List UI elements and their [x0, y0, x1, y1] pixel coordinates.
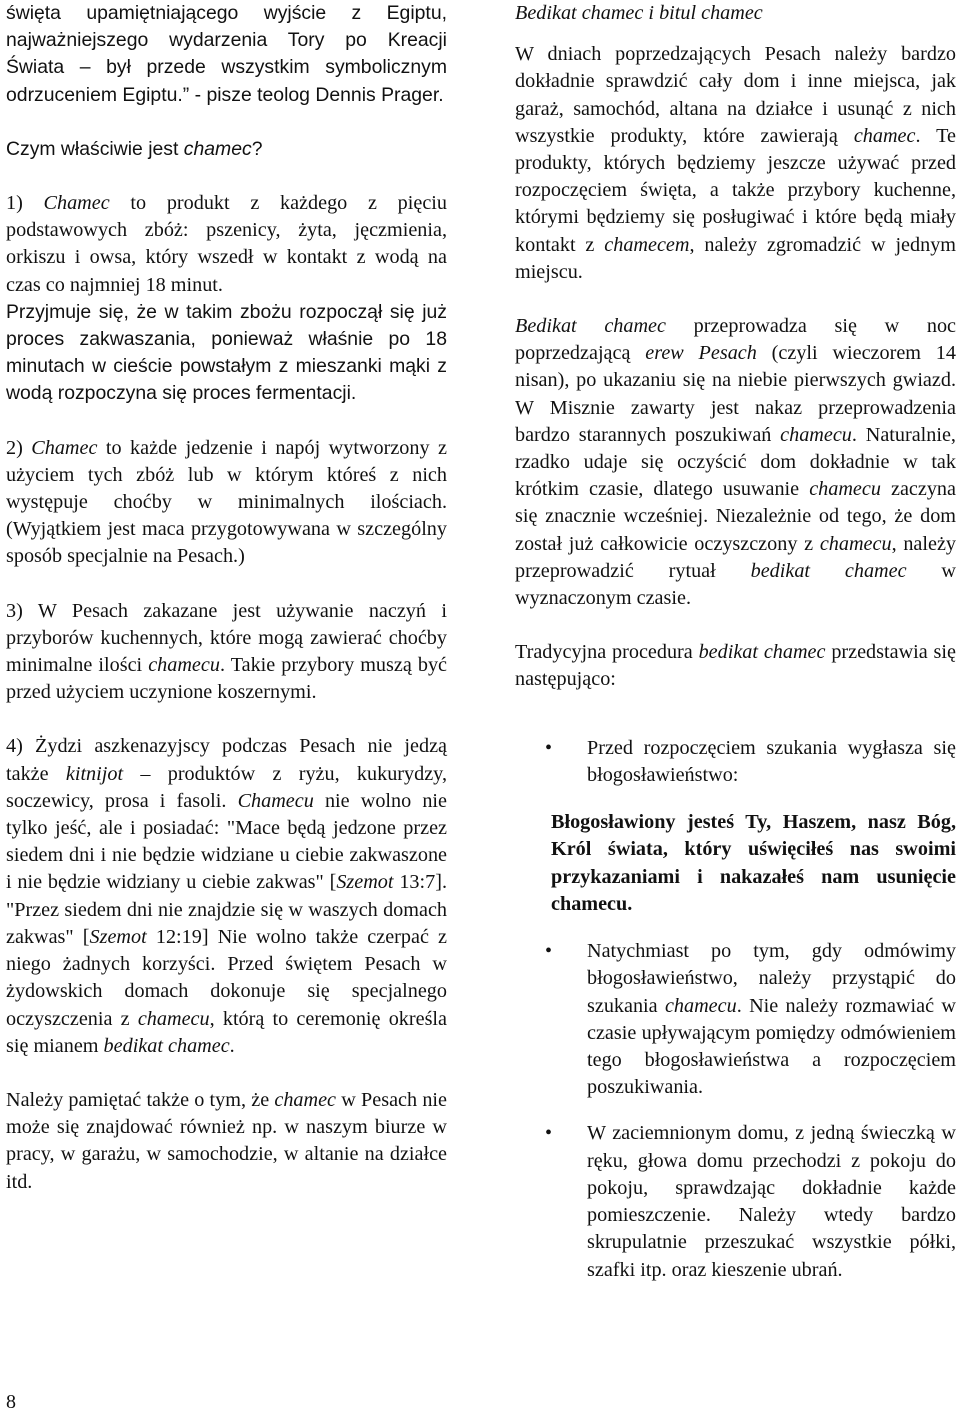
text-run: Czym właściwie jest [6, 137, 184, 160]
italic-term: chamecu [819, 532, 892, 555]
text-run: przeprowadza się w noc poprzedzającą [515, 315, 956, 365]
list-item [515, 938, 956, 1101]
italic-term: Chamec [31, 436, 98, 459]
italic-term: kitnijot [65, 762, 124, 785]
italic-term: bedikat chamec [103, 1034, 230, 1057]
text-run: (czyli wieczorem 14 nisan), po ukazaniu się na niebie pierwszych gwiazd. W Misznie zawarty jest nakaz przeprowadzenia bardzo starannych poszukiwań [515, 342, 956, 446]
text-run: w wyznaczonym czasie. [515, 559, 956, 610]
italic-term: Chamecu [237, 789, 314, 812]
point-4-paragraph [6, 733, 447, 1059]
italic-term: Szemot [336, 871, 394, 894]
text-run: Przed rozpoczęciem szukania wygłasza się błogosławieństwo: [587, 736, 956, 786]
right-column [515, 0, 956, 1284]
text-run: , należy zgromadzić w jednym miejscu. [515, 233, 957, 283]
italic-term: bedikat chamec [750, 559, 907, 582]
text-run: . Takie przybory muszą być przed użyciem uczynione koszernymi. [6, 654, 448, 704]
italic-term: chamec [853, 124, 916, 147]
text-run: W zaciemnionym domu, z jedną świeczką w ręku, głowa domu przechodzi z pokoju do pokoju, sprawdzając dokładnie każde pomieszczenie. Należy wtedy bardzo skrupulatnie przeszukać wszystkie półki, szafki itp. oraz kieszenie ubrań. [587, 1122, 956, 1281]
bedikat-paragraph [515, 313, 956, 612]
question-heading [6, 136, 447, 163]
text-run: to każde jedzenie i napój wytworzony z użyciem tych zbóż lub w którym któreś z nich występuje choćby w minimalnych ilościach. (Wyjątkiem jest maca przygotowywana w szczególny sposób specjalnie na Pesach.) [6, 436, 447, 568]
italic-term: Bedikat chamec [515, 2, 644, 24]
text-run: w Pesach nie może się znajdować również np. w naszym biurze w pracy, w garażu, w samochodzie, w altanie na działce itd. [6, 1088, 447, 1193]
text-run: , którą to ceremonię określa się mianem [6, 1007, 447, 1057]
text-run: – produktów z ryżu, kukurydzy, soczewicy, prosa i fasoli. [6, 762, 447, 812]
list-item [515, 1120, 956, 1283]
text-run: W dniach poprzedzających Pesach należy bardzo dokładnie sprawdzić cały dom i inne miejsca, jak garaż, samochód, altana na działce i usunąć z nich wszystkie produkty, które zawierają [515, 43, 956, 147]
text-run: przedstawia się następująco: [515, 641, 956, 691]
intro-paragraph [6, 0, 447, 109]
list-item-text [587, 940, 956, 1098]
bullet-icon: • [545, 736, 553, 759]
italic-term: chamecu [809, 478, 881, 501]
italic-term: bedikat chamec [698, 641, 826, 664]
italic-term: chamecu [137, 1007, 210, 1030]
italic-term: erew Pesach [645, 342, 757, 365]
text-run: to produkt z każdego z pięciu podstawowych zbóż: pszenicy, żyta, jęczmienia, orkiszu i owsa, który wszedł w kontakt z wodą na czas co najmniej 18 minut. [6, 192, 447, 296]
bullet-icon: • [545, 940, 553, 963]
point-1-paragraph [6, 190, 447, 299]
italic-term: bitul chamec [659, 2, 763, 24]
list-item [515, 735, 956, 789]
list-item-text [587, 737, 956, 786]
text-run: . Naturalnie, rzadko udaje się oczyścić dom dokładnie w tak krótkim czasie, dlatego usuwanie [515, 423, 956, 501]
point-2-paragraph [6, 435, 447, 571]
text-run: ? [251, 137, 263, 160]
preparation-paragraph [515, 41, 956, 286]
text-run: , należy przeprowadzić rytuał [515, 532, 956, 582]
text-run: Natychmiast po tym, gdy odmówimy błogosławieństwo, należy przystąpić do szukania [587, 940, 956, 1017]
italic-term: chamecu [780, 423, 852, 446]
page-number: 8 [6, 1391, 16, 1413]
italic-term: chamecu [148, 654, 220, 677]
text-run: 1) [6, 192, 44, 215]
text-run: 4) Żydzi aszkenazyjscy podczas Pesach nie jedzą także [6, 735, 447, 785]
italic-term: Bedikat chamec [515, 315, 666, 338]
text-run: święta upamiętniającego wyjście z Egiptu, najważniejszego wydarzenia Tory po Kreacji Świata – był przede wszystkim symbolicznym odrzuceniem Egiptu.” - pisze teolog Dennis Prager. [6, 2, 447, 106]
text-run: Błogosławiony jesteś Ty, Haszem, nasz Bóg, Król świata, który uświęciłeś nas swoimi przykazaniami i nakazałeś nam usunięcie chamecu. [551, 811, 956, 915]
text-run: zaczyna się znacznie wcześniej. Niezależnie od tego, że dom został już całkowicie oczyszczony z [515, 478, 956, 555]
text-run: 2) [6, 436, 32, 459]
reminder-paragraph [6, 1087, 447, 1196]
section-heading [515, 0, 956, 27]
point-3-paragraph [6, 598, 447, 707]
point-1-continued-paragraph [6, 299, 447, 408]
text-run: nie wolno nie tylko jeść, ale i posiadać: "Mace będą jedzone przez siedem dni i nie będzie widziane u ciebie zakwaszone i nie będzie widziany u ciebie zakwas" [ [6, 789, 447, 894]
text-run: . [229, 1034, 235, 1057]
text-run: Tradycyjna procedura [515, 641, 699, 664]
italic-term: chamecem [604, 233, 690, 256]
procedure-intro-paragraph [515, 639, 956, 693]
text-run: 13:7]. "Przez siedem dni nie znajdzie się w waszych domach zakwas" [ [6, 871, 447, 948]
text-run: 12:19] Nie wolno także czerpać z niego żadnych korzyści. Przed świętem Pesach w żydowskich domach dokonuje się specjalnego oczyszczenia z [6, 925, 448, 1030]
procedure-list-continued [515, 938, 956, 1283]
italic-term: chamec [274, 1088, 337, 1111]
italic-term: chamec [183, 137, 252, 160]
italic-term: Chamec [43, 192, 110, 215]
procedure-list [515, 735, 956, 789]
italic-term: chamecu [664, 994, 737, 1017]
bullet-icon: • [545, 1122, 553, 1145]
text-run: i [643, 2, 660, 24]
text-run: Należy pamiętać także o tym, że [6, 1088, 275, 1111]
text-run: . Te produkty, których będziemy jeszcze używać przed rozpoczęciem święta, a także przybory kuchenne, którymi będziemy się posługiwać i które będą miały kontakt z [515, 124, 956, 256]
text-run: Przyjmuje się, że w takim zbożu rozpoczął się już proces zakwaszania, ponieważ właśnie po 18 minutach w cieście powstałym z mieszanki mąki z wodą rozpoczyna się proces fermentacji. [6, 300, 447, 405]
list-item-text [587, 1122, 956, 1280]
blessing-text [551, 809, 956, 918]
italic-term: Szemot [89, 925, 147, 948]
text-run: 3) W Pesach zakazane jest używanie naczyń i przyborów kuchennych, które mogą zawierać choćby minimalne ilości [6, 599, 447, 677]
left-column [6, 0, 447, 1196]
text-run: . Nie należy rozmawiać w czasie upływającym pomiędzy odmówieniem tego błogosławieństwa a rozpoczęciem poszukiwania. [587, 994, 956, 1099]
